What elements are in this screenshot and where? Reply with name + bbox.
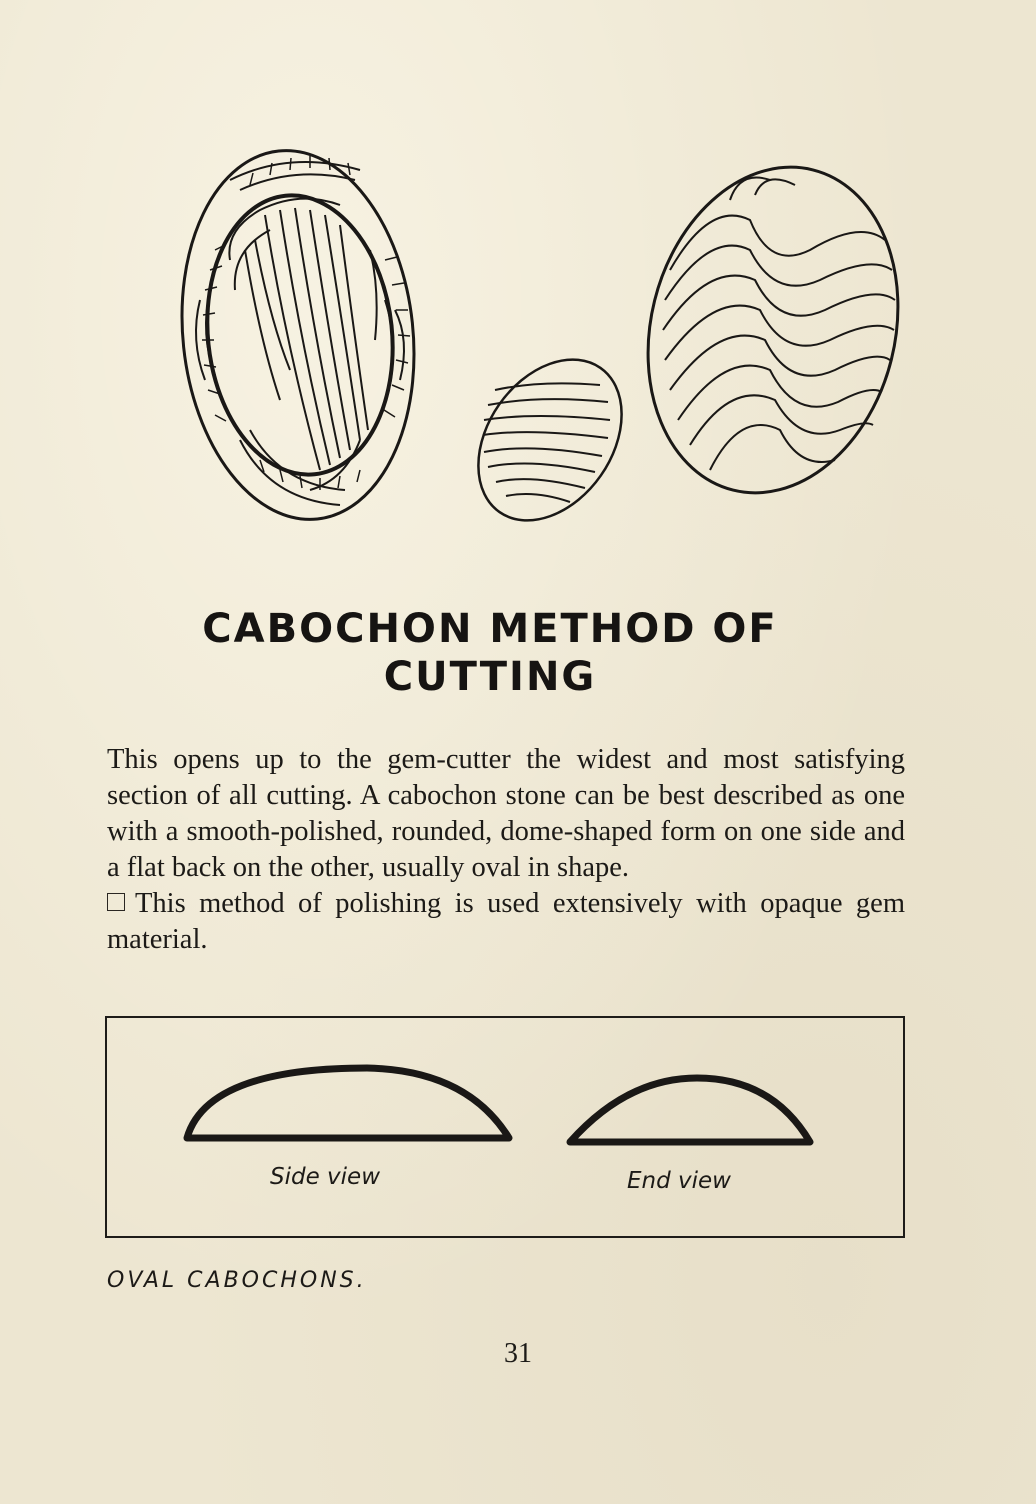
end-view-label: End view [627,1168,731,1194]
framed-cabochon-drawing [170,140,432,531]
small-oval-cabochon-drawing [449,332,652,540]
paragraph-2 [107,886,905,958]
paragraph-1: This opens up to the gem-cutter the widest and most satisfying section of all cutting. A cabochon stone can be best described as one with a smooth-polished, rounded, dome-shaped form on one side and a flat back on the other, usually oval in shape. [107,744,905,883]
side-view-profile [187,1068,509,1138]
body-text [107,742,905,958]
square-bullet-icon [107,893,125,911]
page-number: 31 [504,1338,532,1369]
large-oval-cabochon-drawing [615,140,910,519]
cabochon-stones-illustration [170,140,910,540]
cabochon-profile-figure [105,1016,905,1238]
end-view-profile [570,1078,810,1142]
figure-caption: OVAL CABOCHONS. [107,1268,367,1293]
heading-line-1: CABOCHON METHOD OF [202,606,778,652]
cabochon-profiles [107,1018,907,1240]
side-view-label: Side view [270,1164,381,1190]
page-heading [140,605,840,701]
paragraph-2-text: This method of polishing is used extensively with opaque gem material. [107,888,905,955]
heading-line-2: CUTTING [383,654,597,700]
